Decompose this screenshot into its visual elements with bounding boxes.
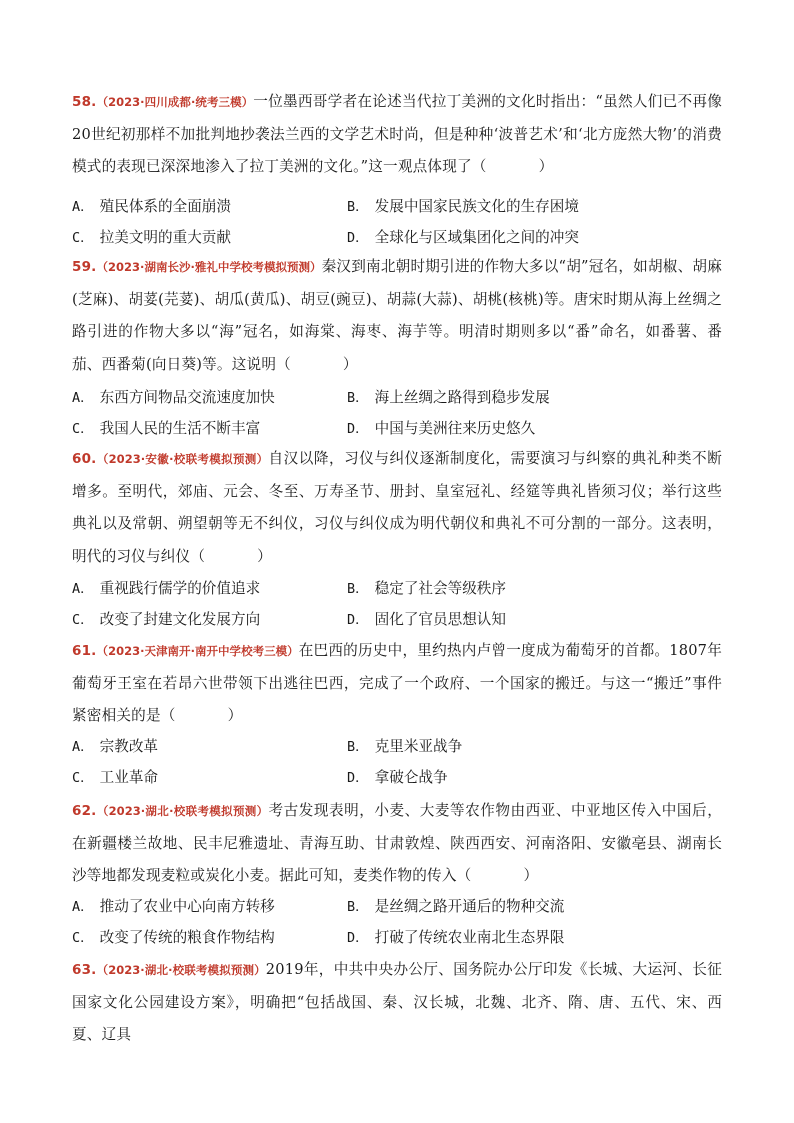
question-59: [72, 251, 722, 381]
option-d: D． 固化了官员思想认知: [347, 611, 506, 628]
question-number: 60.: [72, 451, 97, 467]
question-stem: 考古发现表明，小麦、大麦等农作物由西亚、中亚地区传入中国后，在新疆楼兰故地、民丰尼雅遗址、青海互助、甘肃敦煌、陕西西安、河南洛阳、安徽亳县、湖南长沙等地都发现麦粒或炭化小麦。据此可知，麦类作物的传入（: [72, 802, 722, 884]
question-number: 63.: [72, 962, 97, 978]
question-source: （2023·湖南长沙·雅礼中学校考模拟预测）: [96, 260, 322, 274]
question-source: （2023·安徽·校联考模拟预测）: [96, 452, 269, 466]
option-a: A． 殖民体系的全面崩溃: [72, 198, 231, 215]
option-c: C． 改变了传统的粮食作物结构: [72, 929, 275, 946]
question-number: 62.: [72, 803, 97, 819]
question-source: （2023·天津南开·南开中学校考三模）: [96, 644, 299, 658]
options-60: [72, 573, 732, 635]
answer-blank-close: ）: [342, 355, 358, 373]
question-number: 58.: [72, 94, 97, 110]
option-b: B． 海上丝绸之路得到稳步发展: [347, 389, 550, 406]
option-c: C． 工业革命: [72, 769, 159, 786]
option-b: B． 克里米亚战争: [347, 738, 463, 755]
option-b: B． 稳定了社会等级秩序: [347, 580, 506, 597]
option-c: C． 拉美文明的重大贡献: [72, 229, 231, 246]
question-stem: 秦汉到南北朝时期引进的作物大多以“胡”冠名，如胡椒、胡麻(芝麻)、胡荽(芫荽)、胡瓜(黄瓜)、胡豆(豌豆)、胡蒜(大蒜)、胡桃(核桃)等。唐宋时期从海上丝绸之路引进的作物大多以“海”冠名，如海棠、海枣、海芋等。明清时期则多以“番”命名，如番薯、番茄、西番菊(向日葵)等。这说明（: [72, 258, 722, 373]
question-stem: 一位墨西哥学者在论述当代拉丁美洲的文化时指出：“虽然人们已不再像20世纪初那样不加批判地抄袭法兰西的文学艺术时尚，但是种种‘波普艺术’和‘北方庞然大物’的消费模式的表现已深深地渗入了拉丁美洲的文化。”这一观点体现了（: [72, 93, 722, 175]
options-58: [72, 191, 732, 253]
option-d: D． 全球化与区域集团化之间的冲突: [347, 229, 579, 246]
options-61: [72, 731, 732, 793]
option-b: B． 发展中国家民族文化的生存困境: [347, 198, 579, 215]
options-62: [72, 891, 732, 953]
question-58: [72, 86, 722, 184]
option-d: D． 打破了传统农业南北生态界限: [347, 929, 565, 946]
question-number: 61.: [72, 643, 97, 659]
question-63: [72, 954, 722, 1052]
question-61: [72, 635, 722, 733]
option-a: A． 重视践行儒学的价值追求: [72, 580, 261, 597]
answer-blank-close: ）: [523, 867, 539, 884]
question-source: （2023·四川成都·统考三模）: [96, 95, 254, 109]
answer-blank-close: ）: [227, 707, 243, 724]
option-b: B． 是丝绸之路开通后的物种交流: [347, 898, 565, 915]
option-d: D． 拿破仑战争: [347, 769, 448, 786]
question-stem: 自汉以降，习仪与纠仪逐渐制度化，需要演习与纠察的典礼种类不断增多。至明代，郊庙、元会、冬至、万寿圣节、册封、皇室冠礼、经筵等典礼皆须习仪；举行这些典礼以及常朝、朔望朝等无不纠仪，习仪与纠仪成为明代朝仪和典礼不可分割的一部分。这表明，明代的习仪与纠仪（: [72, 450, 722, 565]
answer-blank-close: ）: [257, 547, 272, 565]
option-c: C． 改变了封建文化发展方向: [72, 611, 261, 628]
question-62: [72, 795, 722, 893]
option-c: C． 我国人民的生活不断丰富: [72, 420, 261, 437]
question-number: 59.: [72, 259, 97, 275]
question-stem: 2019年，中共中央办公厅、国务院办公厅印发《长城、大运河、长征国家文化公园建设方案》，明确把“包括战国、秦、汉长城，北魏、北齐、隋、唐、五代、宋、西夏、辽具: [72, 961, 722, 1043]
option-d: D． 中国与美洲往来历史悠久: [347, 420, 536, 437]
option-a: A． 东西方间物品交流速度加快: [72, 389, 275, 406]
question-source: （2023·湖北·校联考模拟预测）: [96, 804, 269, 818]
option-a: A． 宗教改革: [72, 738, 159, 755]
question-60: [72, 443, 722, 573]
question-source: （2023·湖北·校联考模拟预测）: [96, 963, 266, 977]
option-a: A． 推动了农业中心向南方转移: [72, 898, 275, 915]
question-stem: 在巴西的历史中，里约热内卢曾一度成为葡萄牙的首都。1807年葡萄牙王室在若昂六世带领下出逃往巴西，完成了一个政府、一个国家的搬迁。与这一“搬迁”事件紧密相关的是（: [72, 642, 722, 724]
options-59: [72, 382, 732, 444]
answer-blank-close: ）: [538, 158, 554, 175]
